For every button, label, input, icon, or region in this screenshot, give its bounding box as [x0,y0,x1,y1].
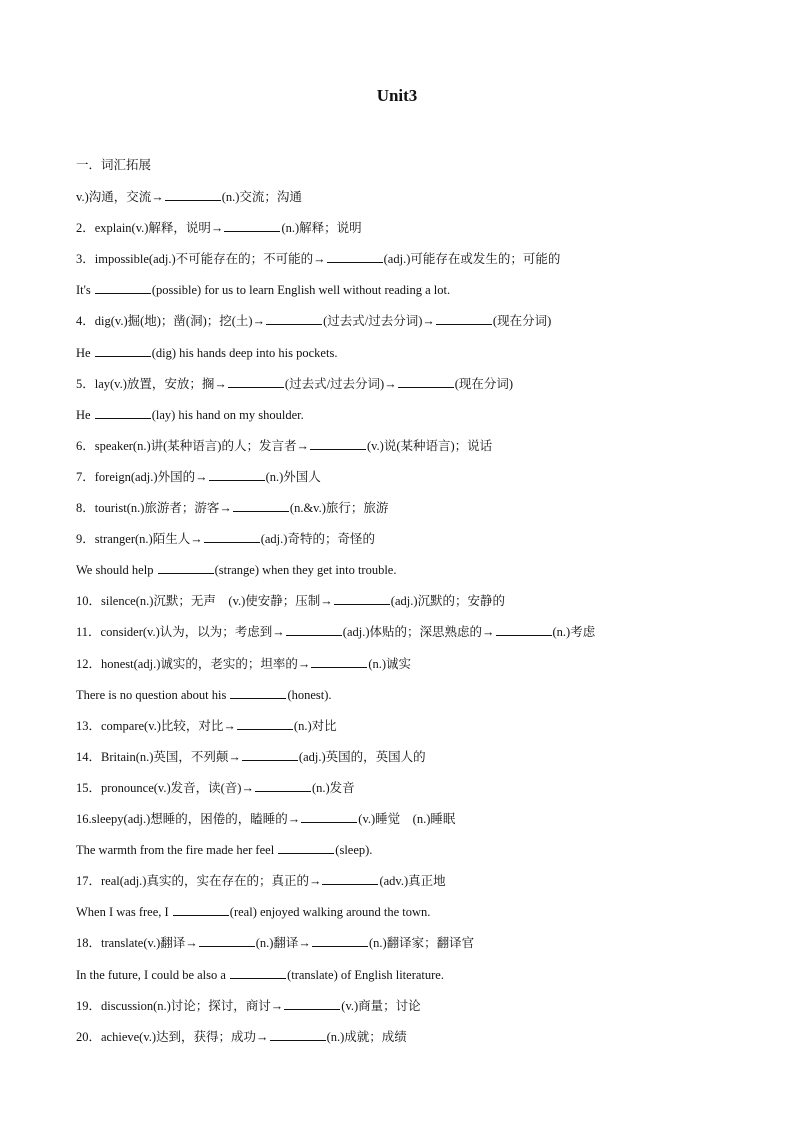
line-text: (adj.)体贴的；深思熟虑的→ [342,625,495,640]
line-text: The warmth from the fire made her feel [76,843,278,858]
line-text: (adj.)可能存在或发生的；可能的 [383,252,561,267]
line-text: (v.)说(某种语言)；说话 [366,438,493,453]
exercise-line [76,560,734,579]
line-text: When I was free, I [76,905,172,920]
answer-blank[interactable] [95,280,151,294]
exercise-line [76,716,734,735]
page-title: Unit3 [376,86,418,105]
line-text: (n.)外国人 [265,469,321,484]
answer-blank[interactable] [158,560,214,574]
answer-blank[interactable] [204,529,260,543]
answer-blank[interactable] [230,685,286,699]
line-text: (adj.)沉默的；安静的 [390,594,506,609]
line-text: (possible) for us to learn English well without reading a lot. [151,283,451,298]
line-text: 20．achieve(v.)达到，获得；成功→ [76,1029,269,1044]
exercise-line [76,747,734,766]
line-text: 11．consider(v.)认为，以为；考虑到→ [76,625,285,640]
exercise-line [76,467,734,486]
answer-blank[interactable] [173,902,229,916]
answer-blank[interactable] [270,1027,326,1041]
line-text: 4．dig(v.)掘(地)；凿(洞)；挖(土)→ [76,314,266,329]
exercise-line [76,871,734,890]
exercise-line [76,405,734,424]
answer-blank[interactable] [165,187,221,201]
line-text: (translate) of English literature. [287,967,444,982]
line-text: (n.)解释；说明 [281,221,362,236]
answer-blank[interactable] [278,840,334,854]
line-text: We should help [76,563,157,578]
line-text: 6．speaker(n.)讲(某种语言)的人；发言者→ [76,438,309,453]
line-text: 10．silence(n.)沉默；无声 (v.)使安静；压制→ [76,594,333,609]
exercise-line [76,996,734,1015]
line-text: v.)沟通，交流→ [76,190,164,204]
answer-blank[interactable] [284,996,340,1010]
exercise-line [76,374,734,393]
line-text: (adj.)奇特的；奇怪的 [260,532,375,547]
line-text: (n.)成就；成绩 [326,1029,407,1044]
answer-blank[interactable] [95,405,151,419]
exercise-line [76,840,734,859]
line-text: (过去式/过去分词)→ [323,314,435,329]
line-text: (v.)商量；讨论 [341,998,421,1013]
line-text: 14．Britain(n.)英国，不列颠→ [76,749,241,764]
line-text: 2．explain(v.)解释，说明→ [76,221,224,236]
line-text: 9．stranger(n.)陌生人→ [76,532,203,547]
line-text: (strange) when they get into trouble. [214,563,397,578]
line-text: He [76,407,94,422]
exercise-line [76,902,734,921]
section-heading: 一．词汇拓展 [76,158,152,172]
exercise-line [76,187,734,206]
line-text: 3．impossible(adj.)不可能存在的；不可能的→ [76,252,326,267]
answer-blank[interactable] [230,965,286,979]
line-text: 18．translate(v.)翻译→ [76,936,198,951]
line-text: (n.)诚实 [368,656,412,671]
line-text: (dig) his hands deep into his pockets. [151,345,338,360]
line-text: (n.)发音 [311,780,355,795]
exercise-line [76,311,734,330]
exercise-line [76,343,734,362]
line-text: (n.)考虑 [552,625,596,640]
line-text: In the future, I could be also a [76,967,230,982]
exercise-line [76,249,734,268]
exercise-line [76,529,734,548]
answer-blank[interactable] [228,374,284,388]
answer-blank[interactable] [286,622,342,636]
answer-blank[interactable] [496,622,552,636]
line-text: 19．discussion(n.)讨论；探讨，商讨→ [76,998,284,1013]
answer-blank[interactable] [334,591,390,605]
line-text: 17．real(adj.)真实的，实在存在的；真正的→ [76,874,322,889]
line-text: (n.)对比 [293,718,337,733]
exercise-line [76,218,734,237]
exercise-line [76,436,734,455]
exercise-line [76,591,734,610]
line-text: (adj.)英国的，英国人的 [298,749,426,764]
exercise-line [76,933,734,952]
line-text: 7．foreign(adj.)外国的→ [76,469,208,484]
exercise-line [76,778,734,797]
answer-blank[interactable] [95,343,151,357]
exercise-line [76,622,734,641]
line-text: (v.)睡觉 (n.)睡眠 [358,812,456,826]
line-text: 15．pronounce(v.)发音，读(音)→ [76,780,254,795]
answer-blank[interactable] [310,436,366,450]
line-text: (n.)交流；沟通 [221,190,302,204]
line-text: (real) enjoyed walking around the town. [229,905,431,920]
line-text: 12．honest(adj.)诚实的，老实的；坦率的→ [76,656,311,671]
line-text: (sleep). [335,843,373,858]
answer-blank[interactable] [301,809,357,823]
line-text: 16.sleepy(adj.)想睡的，困倦的，瞌睡的→ [76,812,301,826]
exercise-line [76,809,734,828]
answer-blank[interactable] [237,716,293,730]
line-text: (过去式/过去分词)→ [284,376,397,391]
line-text: (honest). [287,687,332,702]
exercise-line [76,498,734,517]
line-text: (n.)翻译→ [255,936,311,951]
answer-blank[interactable] [436,311,492,325]
line-text: (n.&v.)旅行；旅游 [289,501,389,515]
exercise-line [76,280,734,299]
answer-blank[interactable] [327,249,383,263]
answer-blank[interactable] [209,467,265,481]
exercise-line [76,654,734,673]
line-text: It's [76,283,94,298]
answer-blank[interactable] [199,933,255,947]
exercise-line [76,1027,734,1046]
exercise-line [76,965,734,984]
line-text: (lay) his hand on my shoulder. [151,407,304,422]
line-text: (n.)翻译家；翻译官 [368,936,475,951]
line-text: (现在分词) [492,314,552,329]
answer-blank[interactable] [311,654,367,668]
answer-blank[interactable] [398,374,454,388]
line-text: He [76,345,94,360]
line-text: (现在分词) [454,376,514,391]
answer-blank[interactable] [322,871,378,885]
exercise-line [76,685,734,704]
line-text: 5．lay(v.)放置，安放；搁→ [76,376,227,391]
answer-blank[interactable] [224,218,280,232]
answer-blank[interactable] [242,747,298,761]
line-text: (adv.)真正地 [379,874,446,889]
line-text: 13．compare(v.)比较，对比→ [76,718,236,733]
answer-blank[interactable] [233,498,289,512]
answer-blank[interactable] [312,933,368,947]
line-text: 8．tourist(n.)旅游者；游客→ [76,501,232,515]
line-text: There is no question about his [76,687,230,702]
answer-blank[interactable] [255,778,311,792]
answer-blank[interactable] [266,311,322,325]
